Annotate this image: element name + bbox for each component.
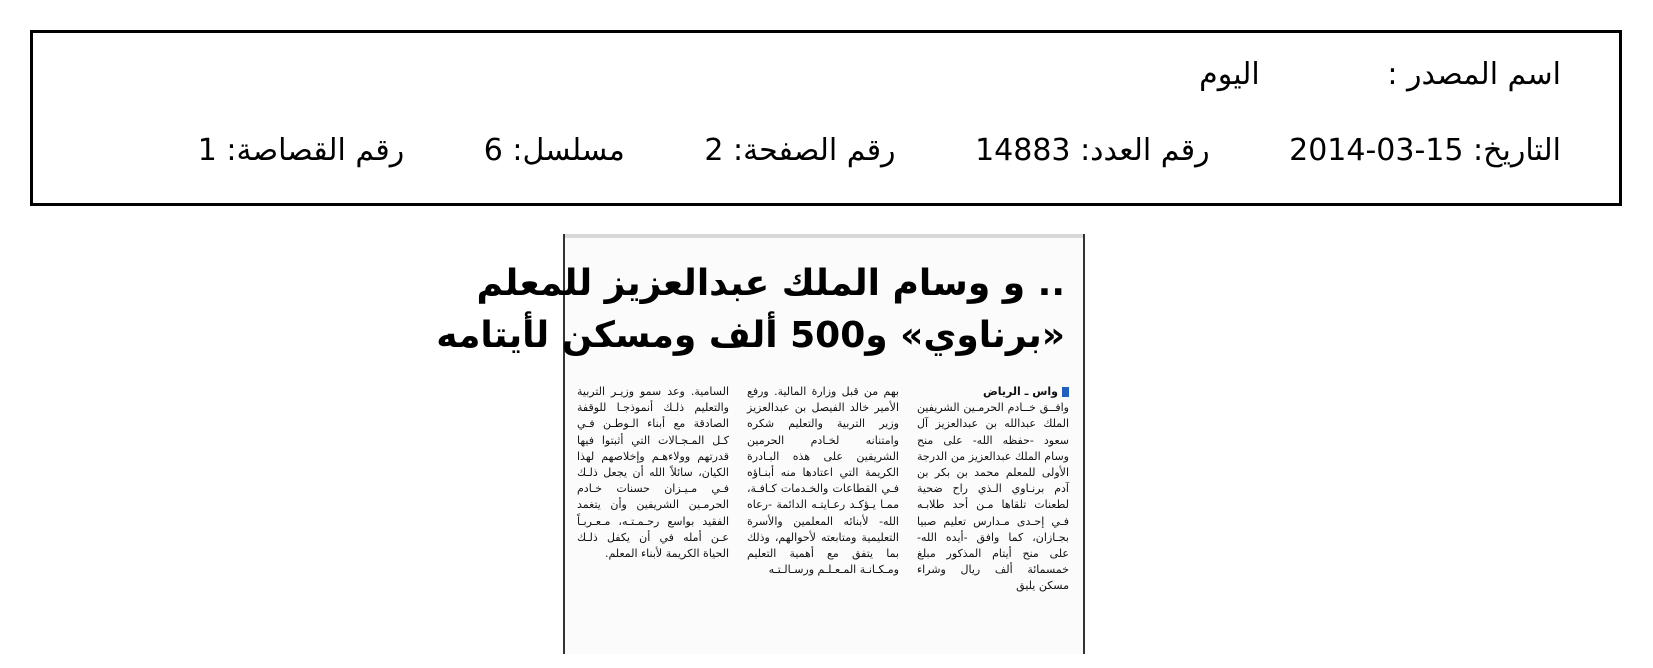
clip-value: 1 [197, 133, 217, 168]
serial-label: مسلسل: [512, 133, 625, 168]
issue-field [975, 133, 1209, 169]
headline-line-1: .. و وسام الملك عبدالعزيز للمعلم [476, 263, 1065, 304]
serial-field [484, 133, 625, 169]
date-field [1289, 133, 1561, 169]
byline-marker-icon [1062, 387, 1069, 397]
source-label: اسم المصدر : [1387, 57, 1561, 92]
source-value: اليوم [1199, 57, 1260, 92]
page-field [704, 133, 895, 169]
source-line [1199, 57, 1561, 93]
serial-value: 6 [483, 133, 503, 168]
issue-label: رقم العدد: [1080, 133, 1210, 168]
byline-text: واس ـ الرياض [982, 385, 1058, 398]
column-2-text: بهم من قبل وزارة المالية. ورفع الأمير خالد الفيصل بن عبدالعزيز وزير التربية والتعليم شكره وامتنانه لخـادم الحرمين الشريفين على هذه البـادرة الكريمة التي اعتادها منه أبنـاؤه فـي القطاعات والخـدمات كـافـة، ممـا يـؤكـد رعـايتـه الدائمة -رعاه الله- لأبنائه المعلمين والأسرة التعليمية ومتابعته لأحوالهم، وذلك بما يتفق مع أهمية التعليم ومـكـانـة المـعـلـم ورسـالـتـه [747, 385, 899, 577]
article-column-1 [917, 384, 1069, 595]
article-columns [577, 384, 1069, 595]
page-label: رقم الصفحة: [732, 133, 896, 168]
clipping-top-edge [565, 234, 1083, 238]
newspaper-clipping [436, 234, 1085, 654]
date-label: التاريخ: [1473, 133, 1561, 168]
headline-line-2: «برناوي» و500 ألف ومسكن لأيتامه [436, 315, 1065, 356]
meta-line [198, 133, 1561, 169]
byline [917, 384, 1069, 400]
source-info-box [30, 30, 1622, 206]
clip-field [198, 133, 404, 169]
date-value: 2014-03-15 [1289, 133, 1464, 168]
issue-value: 14883 [975, 133, 1071, 168]
column-1-text: وافــق خــادم الحرمـين الشريفين الملك عبدالله بن عبدالعزيز آل سعود -حفظه الله- على منح وسام الملك عبدالعزيز من الدرجة الأولى للمعلم محمد بن بكر بن آدم برنـاوي الـذي راح ضحية لطعنات تلقاها مـن أحد طلابـه فـي إحـدى مـدارس تعليم صبيا بجـازان، كما وافق -أيده الله- على منح أيتام المذكور مبلغ خمسمائة ألف ريال وشراء مسكن يليق [917, 401, 1069, 593]
column-3-text: السامية. وعد سمو وزيـر التربية والتعليم ذلـك أنموذجـا للوقفة الصادقة مع أبناء الـوطـن فـي كـل المـجـالات التي أثبتوا فيها قدرتهم وولاءهـم وإخلاصهم لهذا الكيان، سائلاً الله أن يجعل ذلـك فـي مـيـزان حسنات خـادم الحرمـين الشريفين وأن يتغمد الفقيد بواسع رحـمـتـه، مـعـربـاً عـن أمله في أن يكفل ذلـك الحياة الكريمة لأبناء المعلم. [577, 385, 729, 561]
page-value: 2 [704, 133, 724, 168]
article-column-3 [577, 384, 729, 595]
clip-label: رقم القصاصة: [226, 133, 405, 168]
article-column-2 [747, 384, 899, 595]
